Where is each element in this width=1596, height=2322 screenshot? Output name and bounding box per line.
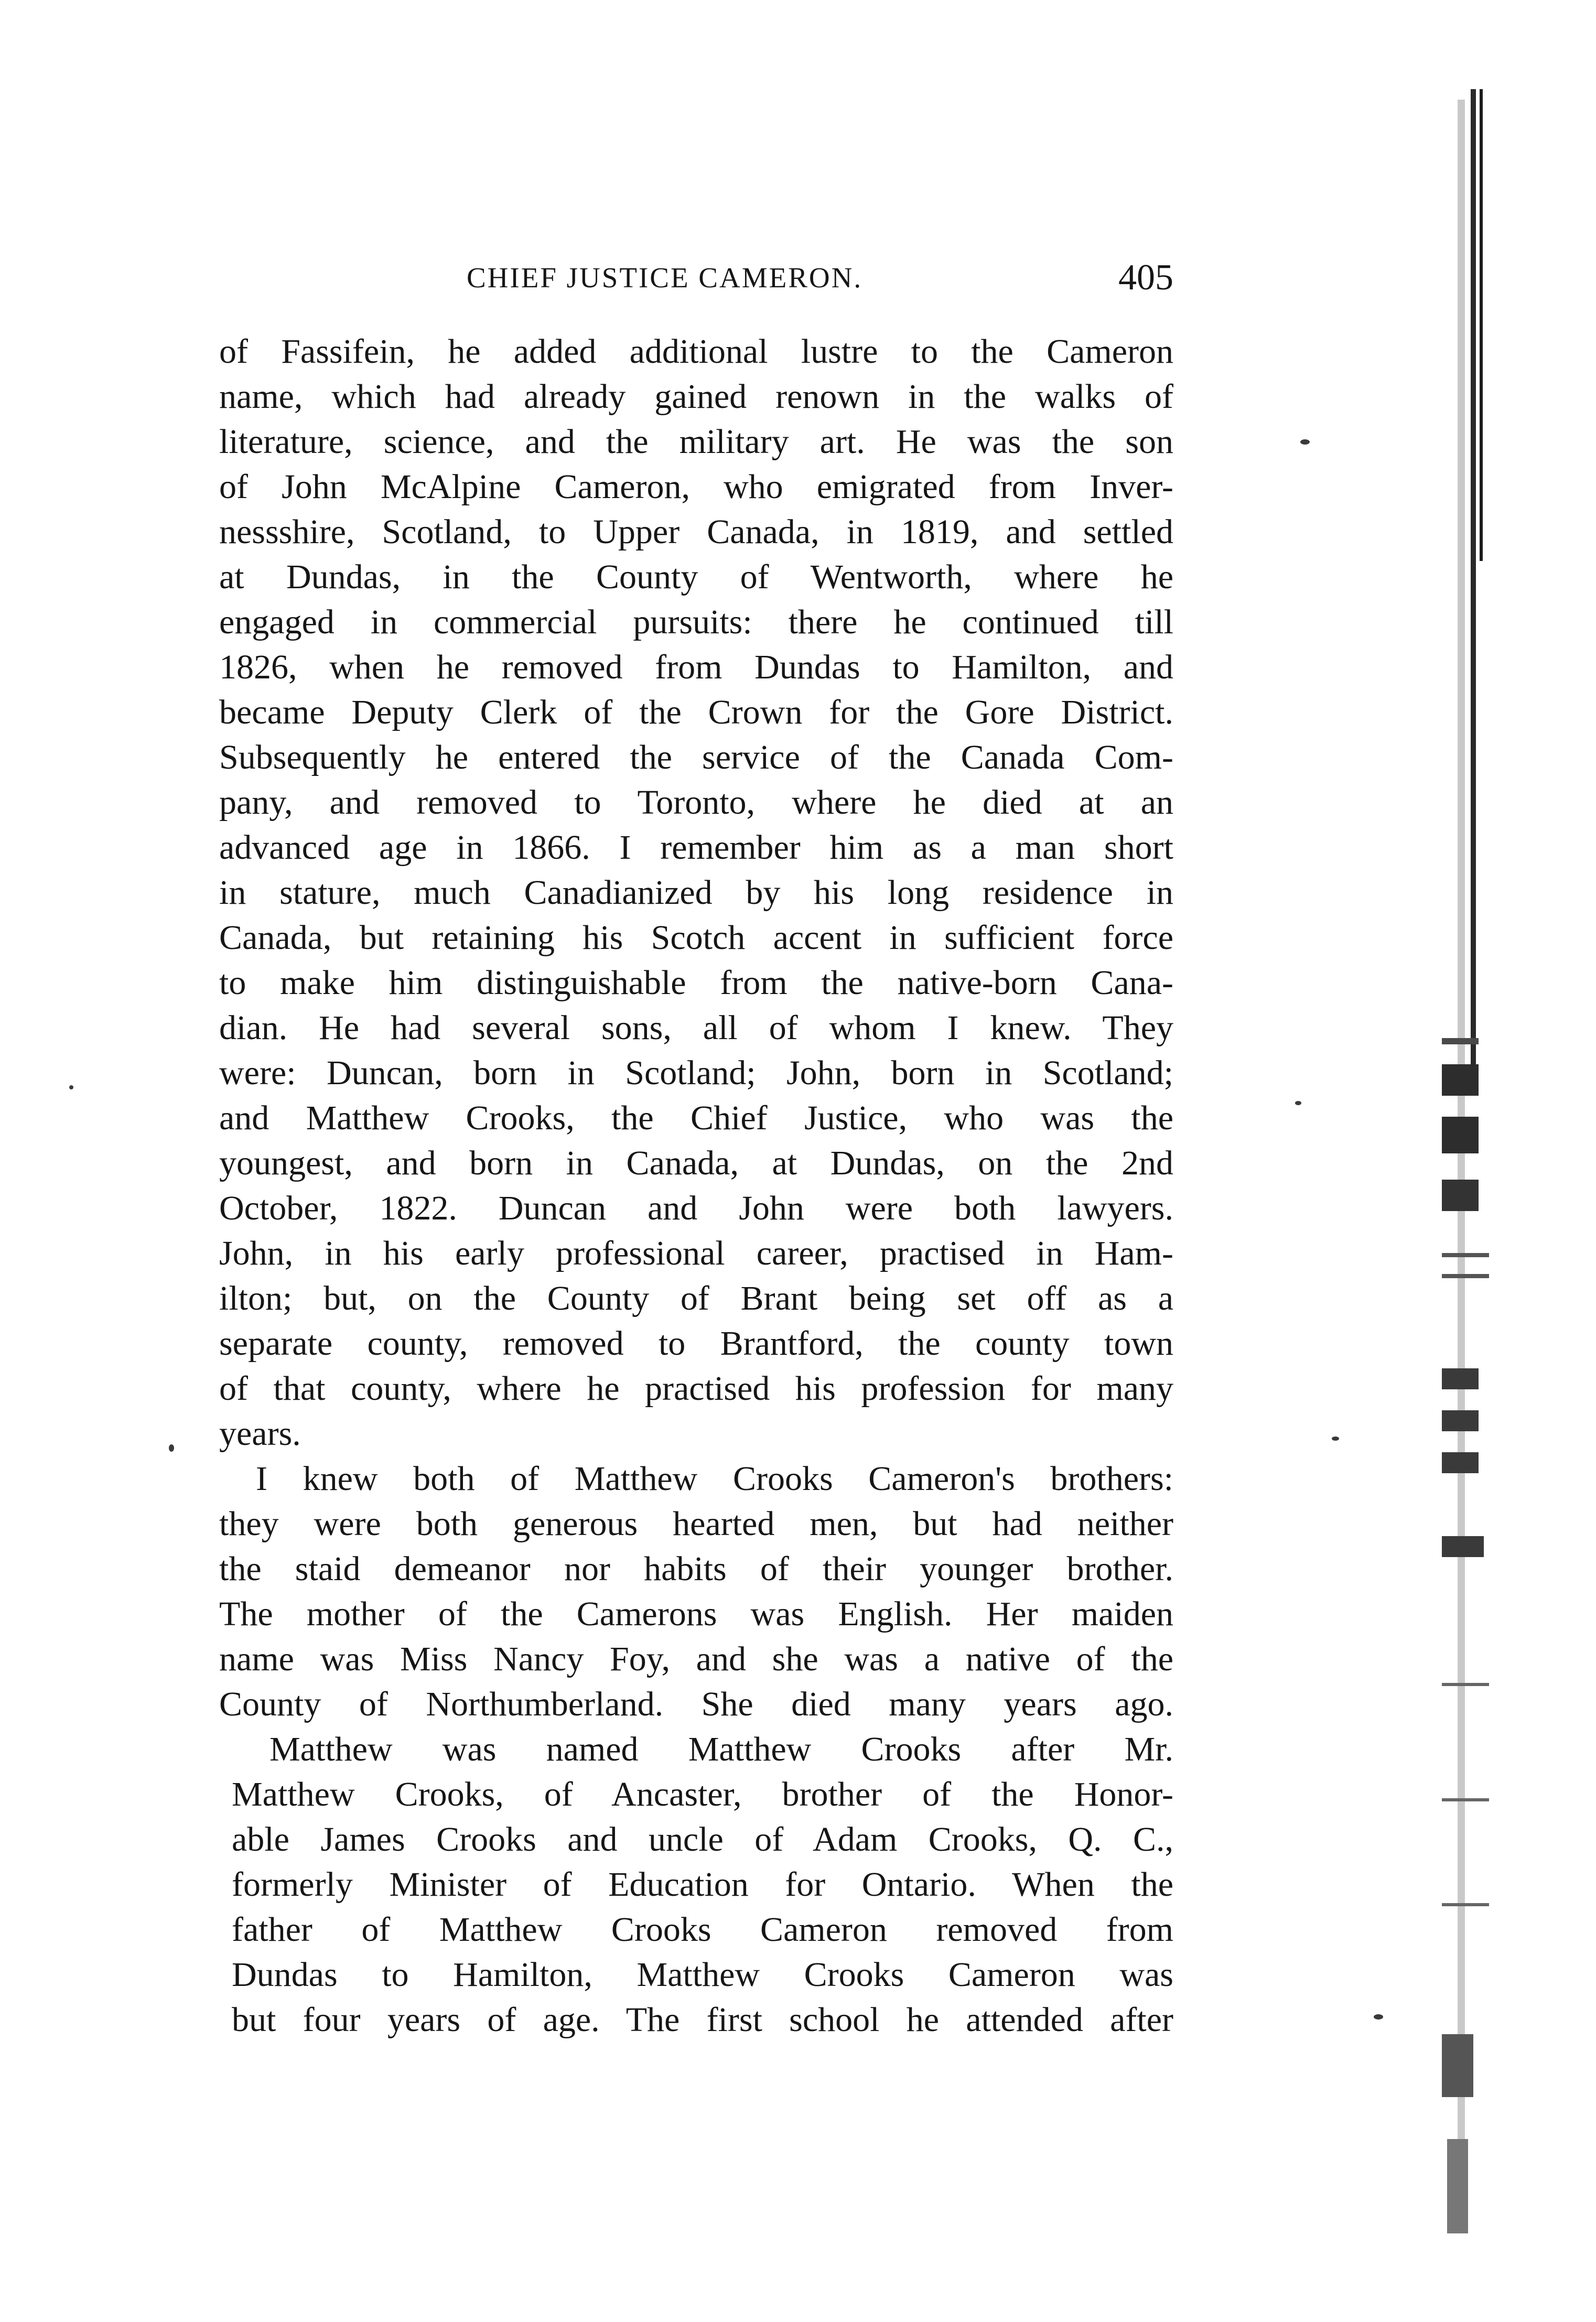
text-line: father of Matthew Crooks Cameron removed from [232,1910,1173,1949]
page-number: 405 [1118,257,1173,298]
scan-speck [169,1444,174,1452]
page-header [219,257,1173,308]
text-line: Dundas to Hamilton, Matthew Crooks Cameron was [232,1956,1173,1994]
text-line: of that county, where he practised his profession for many [219,1369,1173,1408]
text-line: were: Duncan, born in Scotland; John, born in Scotland; [219,1054,1173,1092]
text-line: of John McAlpine Cameron, who emigrated from Inver- [219,468,1173,506]
text-line: formerly Minister of Education for Ontario. When the [232,1865,1173,1904]
text-line: and Matthew Crooks, the Chief Justice, who was the [219,1099,1173,1137]
text-line: at Dundas, in the County of Wentworth, where he [219,558,1173,596]
text-line: The mother of the Camerons was English. Her maiden [219,1595,1173,1633]
text-line: October, 1822. Duncan and John were both lawyers. [219,1189,1173,1227]
text-line: I knew both of Matthew Crooks Cameron's brothers: [256,1460,1173,1498]
body-text [219,329,1173,2043]
text-line: engaged in commercial pursuits: there he continued till [219,603,1173,641]
text-line: County of Northumberland. She died many years ago. [219,1685,1173,1723]
text-line: pany, and removed to Toronto, where he died at an [219,783,1173,822]
scan-speck [1332,1437,1339,1441]
text-line: John, in his early professional career, practised in Ham- [219,1234,1173,1272]
scan-edge-artifact [1363,68,1494,2270]
text-line: Canada, but retaining his Scotch accent in sufficient force [219,919,1173,957]
text-line: ilton; but, on the County of Brant being set off as a [219,1279,1173,1317]
text-line: nessshire, Scotland, to Upper Canada, in 1819, and settled [219,513,1173,551]
text-line: of Fassifein, he added additional lustre to the Cameron [219,332,1173,371]
text-line: youngest, and born in Canada, at Dundas, on the 2nd [219,1144,1173,1182]
text-line: 1826, when he removed from Dundas to Hamilton, and [219,648,1173,686]
text-line: Matthew Crooks, of Ancaster, brother of the Honor- [232,1775,1173,1813]
text-line: Matthew was named Matthew Crooks after Mr. [269,1730,1173,1768]
scan-speck [1300,439,1310,445]
text-line: literature, science, and the military art. He was the son [219,423,1173,461]
scan-speck [1295,1101,1301,1105]
text-line: separate county, removed to Brantford, the county town [219,1324,1173,1363]
text-line: the staid demeanor nor habits of their younger brother. [219,1550,1173,1588]
text-line: name, which had already gained renown in the walks of [219,377,1173,416]
text-line: name was Miss Nancy Foy, and she was a native of the [219,1640,1173,1678]
text-line: became Deputy Clerk of the Crown for the Gore District. [219,693,1173,731]
running-title: CHIEF JUSTICE CAMERON. [467,262,863,294]
text-line: able James Crooks and uncle of Adam Crooks, Q. C., [232,1820,1173,1859]
text-line: in stature, much Canadianized by his long residence in [219,873,1173,912]
scan-speck [1374,2014,1383,2019]
text-line: years. [219,1414,301,1453]
scan-speck [69,1085,73,1089]
text-line: they were both generous hearted men, but had neither [219,1505,1173,1543]
text-line: advanced age in 1866. I remember him as a man short [219,828,1173,867]
text-line: dian. He had several sons, all of whom I knew. They [219,1009,1173,1047]
text-line: Subsequently he entered the service of the Canada Com- [219,738,1173,776]
text-line: to make him distinguishable from the native-born Cana- [219,964,1173,1002]
text-line: but four years of age. The first school he attended after [232,2001,1173,2039]
